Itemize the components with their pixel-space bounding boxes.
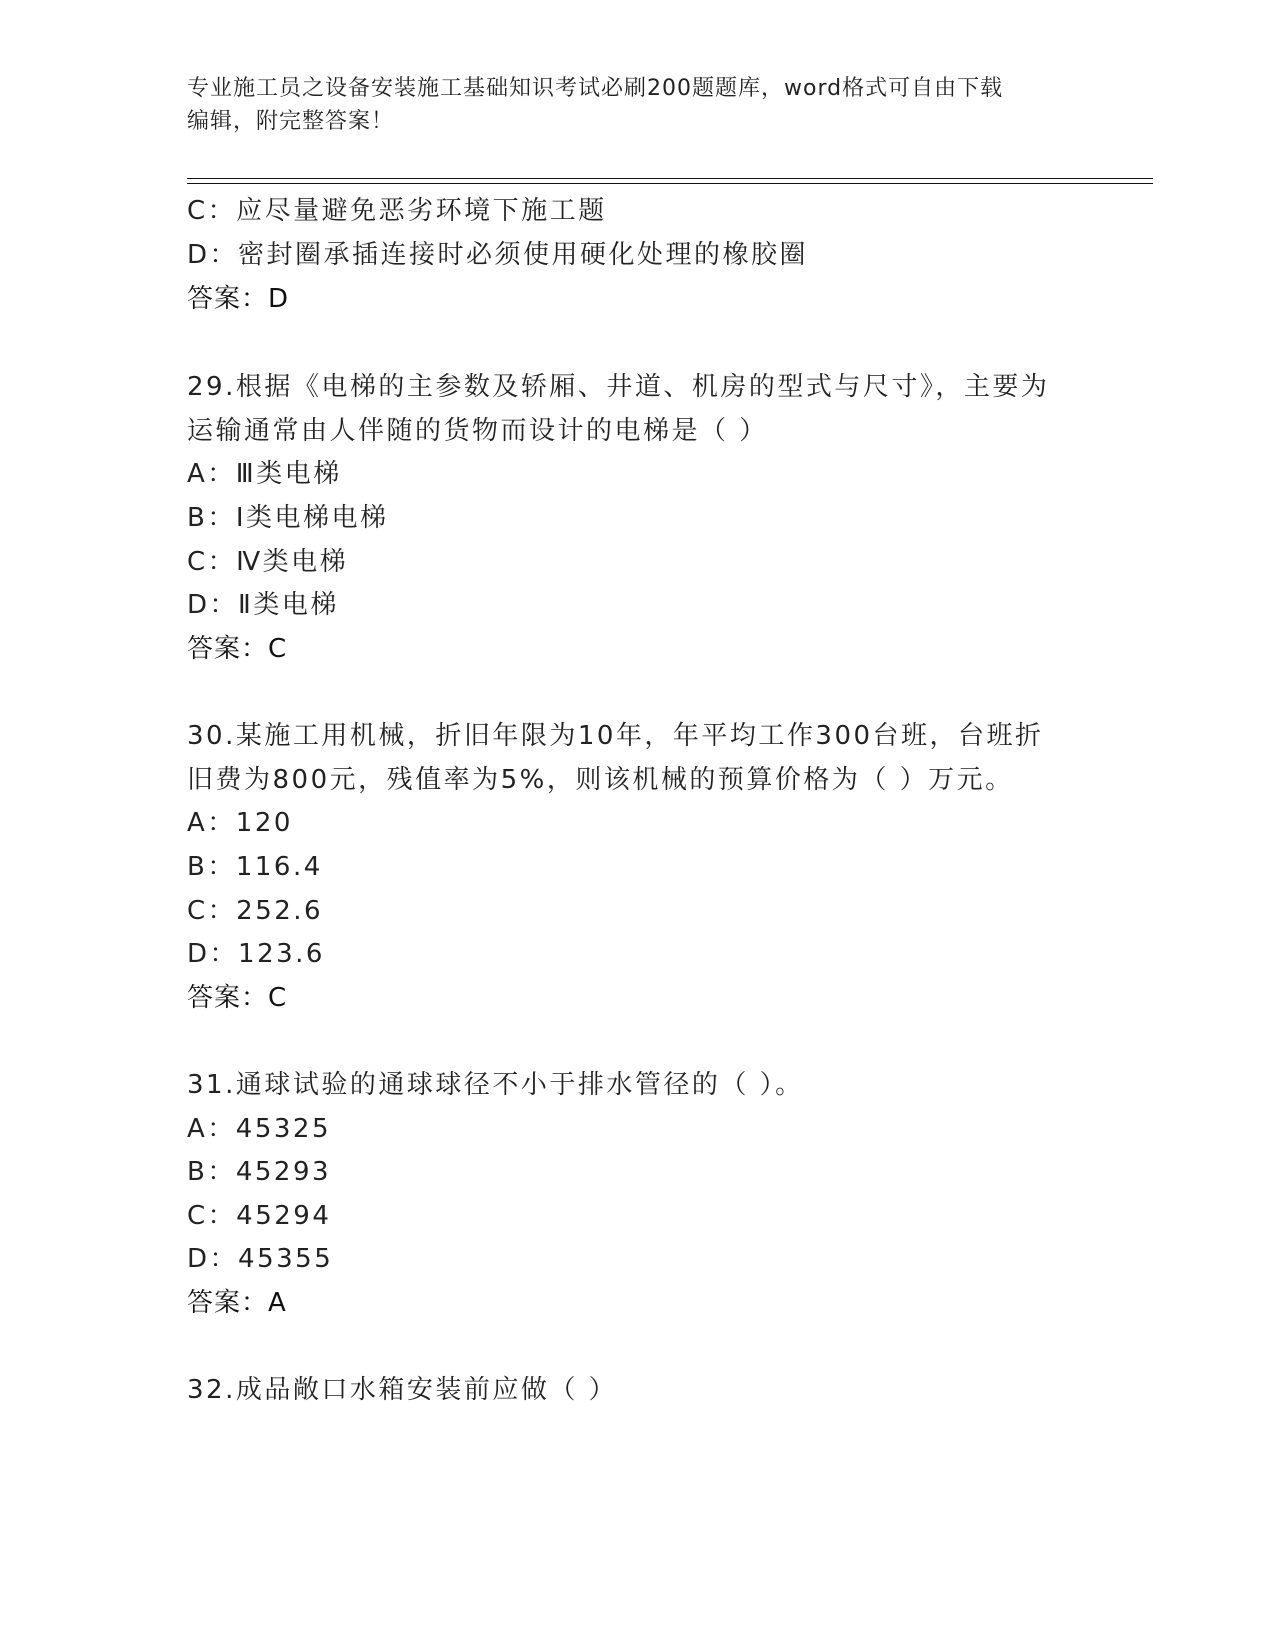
option-a: A：120 [187,808,293,838]
question-stem: 29.根据《电梯的主参数及轿厢、井道、机房的型式与尺寸》，主要为 [187,372,1050,402]
answer-line: 答案：A [187,1288,287,1318]
option-c: C：应尽量避免恶劣环境下施工题 [187,196,607,226]
option-d: D：Ⅱ类电梯 [187,590,339,620]
option-d: D：123.6 [187,939,325,969]
answer-line: 答案：C [187,634,288,664]
header-title-line-1: 专业施工员之设备安装施工基础知识考试必刷200题题库，word格式可自由下载 [187,76,1004,101]
document-header [187,72,1067,138]
option-c: C：45294 [187,1201,332,1231]
question-stem: 运输通常由人伴随的货物而设计的电梯是（ ） [187,416,768,446]
question-stem: 31.通球试验的通球球径不小于排水管径的（ ）。 [187,1070,804,1100]
question-stem: 30.某施工用机械，折旧年限为10年，年平均工作300台班，台班折 [187,721,1044,751]
header-title-line-2: 编辑，附完整答案！ [187,109,395,134]
option-b: B：45293 [187,1157,332,1187]
option-c: C：Ⅳ类电梯 [187,547,349,577]
header-divider-top [187,178,1153,179]
answer-line: 答案：D [187,284,290,314]
option-c: C：252.6 [187,896,324,926]
answer-line: 答案：C [187,983,288,1013]
option-d: D：45355 [187,1244,334,1274]
question-stem: 旧费为800元，残值率为5%，则该机械的预算价格为（ ）万元。 [187,765,1014,795]
option-a: A：45325 [187,1114,331,1144]
option-b: B：Ⅰ类电梯电梯 [187,503,389,533]
question-stem: 32.成品敞口水箱安装前应做（ ） [187,1375,618,1405]
option-d: D：密封圈承插连接时必须使用硬化处理的橡胶圈 [187,240,809,270]
header-divider-bottom [187,183,1153,184]
option-a: A：Ⅲ类电梯 [187,459,342,489]
option-b: B：116.4 [187,852,323,882]
